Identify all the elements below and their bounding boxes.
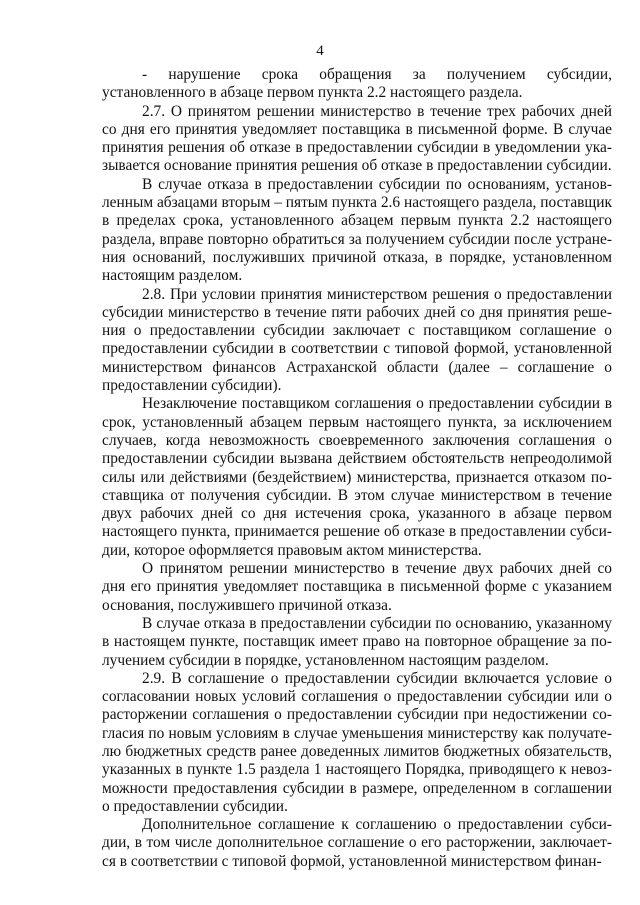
- paragraph-2-7: 2.7. О принятом решении министерство в течение трех рабочих дней со дня его принятия уведомляет поставщика в письменной форме. В случае принятия решения об отказе в предоставлении субсидии в уведомлении указывается основание принятия решения об отказе в предоставлении субсидии.: [102, 102, 612, 175]
- paragraph-2-8-repeat-application: В случае отказа в предоставлении субсидии по основанию, указанному в настоящем пункте, поставщик имеет право на повторное обращение за получением субсидии в порядке, установленном настоящим разделом.: [102, 614, 612, 669]
- paragraph-2-9: 2.9. В соглашение о предоставлении субсидии включается условие о согласовании новых условий соглашения о предоставлении субсидии или о расторжении соглашения о предоставлении субсидии при недостижении согласия по новым условиям в случае уменьшения министерству как получателю бюджетных средств ранее доведенных лимитов бюджетных обязательств, указанных в пункте 1.5 раздела 1 настоящего Порядка, приводящего к невозможности предоставления субсидии в размере, определенном в соглашении о предоставлении субсидии.: [102, 669, 612, 815]
- paragraph-2-8-notification: О принятом решении министерство в течение двух рабочих дней со дня его принятия уведомляет поставщика в письменной форме с указанием основания, послужившего причиной отказа.: [102, 560, 612, 614]
- paragraph-2-9-additional-agreement: Дополнительное соглашение к соглашению о предоставлении субсидии, в том числе дополнительное соглашение о его расторжении, заключается в соответствии с типовой формой, установленной министерством финан-: [102, 816, 612, 870]
- page-number: 4: [316, 43, 324, 59]
- document-body: [102, 66, 612, 871]
- paragraph-2-8-non-conclusion: Незаключение поставщиком соглашения о предоставлении субсидии в срок, установленный абзацем первым настоящего пункта, за исключением случаев, когда невозможность своевременного заключения соглашения о предоставлении субсидии вызвана действием обстоятельств непреодолимой силы или действиями (бездействием) министерства, признается отказом поставщика от получения субсидии. В этом случае министерством в течение двух рабочих дней со дня истечения срока, указанного в абзаце первом настоящего пункта, принимается решение об отказе в предоставлении субсидии, которое оформляется правовым актом министерства.: [102, 395, 612, 559]
- paragraph-2-7-repeat-application: В случае отказа в предоставлении субсидии по основаниям, установленным абзацами вторым – пятым пункта 2.6 настоящего раздела, поставщик в пределах срока, установленного абзацем первым пункта 2.2 настоящего раздела, вправе повторно обратиться за получением субсидии после устранения оснований, послуживших причиной отказа, в порядке, установленном настоящим разделом.: [102, 175, 612, 285]
- paragraph-2-8: 2.8. При условии принятия министерством решения о предоставлении субсидии министерство в течение пяти рабочих дней со дня принятия решения о предоставлении субсидии заключает с поставщиком соглашение о предоставлении субсидии в соответствии с типовой формой, установленной министерством финансов Астраханской области (далее – соглашение о предоставлении субсидии).: [102, 285, 612, 395]
- paragraph-violation-deadline: - нарушение срока обращения за получением субсидии, установленного в абзаце первом пункта 2.2 настоящего раздела.: [102, 66, 612, 102]
